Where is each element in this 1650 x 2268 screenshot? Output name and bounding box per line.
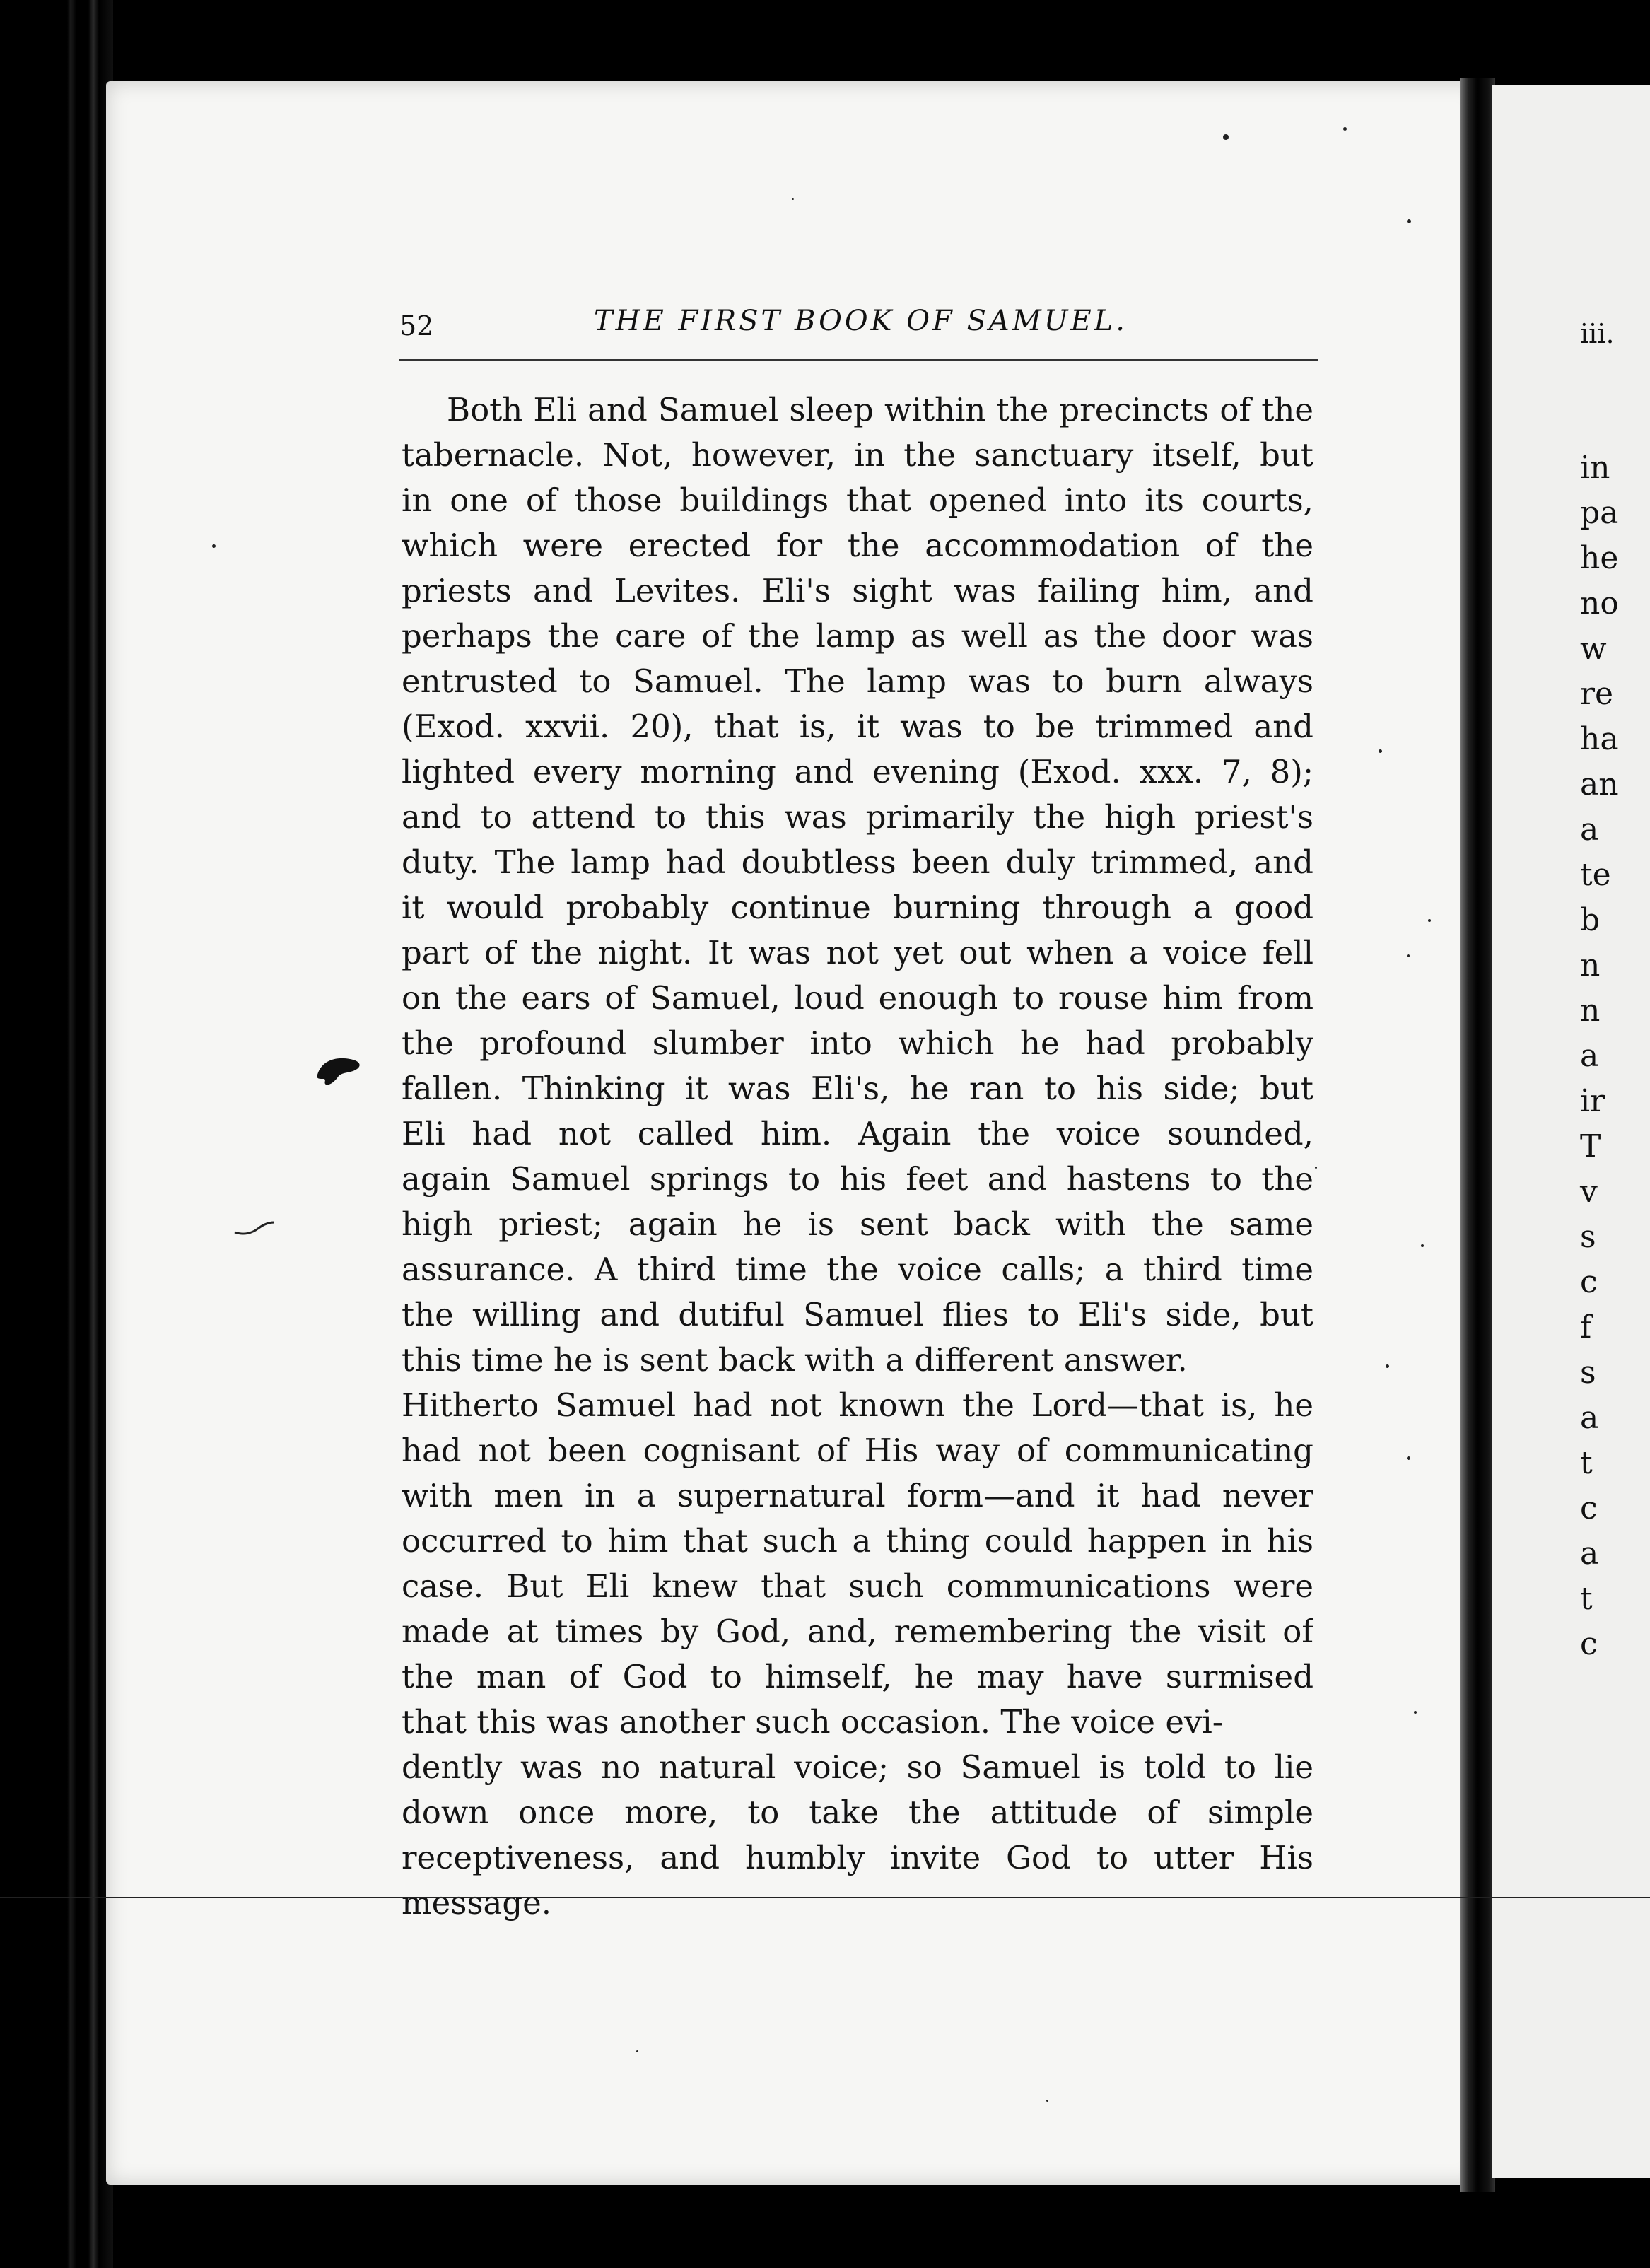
margin-squiggle-mark [233,1220,276,1237]
text-line: case. But Eli knew that such communications were [402,1567,1313,1605]
text-line: the man of God to himself, he may have surmised [402,1658,1313,1695]
speck [1386,1364,1389,1368]
facing-page-line-fragment: v [1580,1174,1598,1210]
facing-page-line-fragment: he [1580,540,1619,576]
speck [1315,1167,1317,1169]
text-line: again Samuel springs to his feet and hastens to the [402,1160,1313,1198]
text-line: Both Eli and Samuel sleep within the precincts of the [447,391,1313,428]
text-line: the profound slumber into which he had probably [402,1024,1313,1062]
facing-page-line-fragment: a [1580,812,1599,848]
facing-page-line-fragment: in [1580,450,1610,486]
facing-page-line-fragment: b [1580,902,1601,938]
facing-page-line-fragment: te [1580,857,1611,893]
text-line: perhaps the care of the lamp as well as the door was [402,617,1313,655]
text-line: duty. The lamp had doubtless been duly trimmed, and [402,843,1313,881]
facing-page-line-fragment: pa [1580,495,1619,531]
facing-page-line-fragment: T [1580,1128,1601,1164]
body-text [402,387,1313,1926]
facing-page-header: iii. [1580,318,1615,349]
facing-page-line-fragment: ir [1580,1083,1605,1119]
speck [1407,954,1410,957]
book-binding-edge [1460,78,1495,2192]
text-line: receptiveness, and humbly invite God to utter His [402,1839,1313,1876]
speck [792,198,794,200]
facing-page-line-fragment: f [1580,1309,1592,1345]
speck [1379,749,1382,753]
facing-page-line-fragment: ha [1580,721,1619,757]
header-rule [399,359,1318,361]
text-line: which were erected for the accommodation of the [402,527,1313,564]
text-line: this time he is sent back with a different answer. [402,1341,1188,1379]
facing-page-line-fragment: a [1580,1038,1599,1074]
facing-page-line-fragment: a [1580,1400,1599,1436]
text-line: the willing and dutiful Samuel flies to Eli's side, but [402,1296,1313,1333]
speck [1421,1244,1424,1247]
text-line: in one of those buildings that opened into its courts, [402,481,1313,519]
text-line: (Exod. xxvii. 20), that is, it was to be trimmed and [402,708,1313,745]
facing-page-line-fragment: s [1580,1219,1596,1255]
left-gutter [0,0,113,2268]
text-line: lighted every morning and evening (Exod. xxx. 7, 8); [402,753,1313,790]
text-line: occurred to him that such a thing could happen in his [402,1522,1313,1560]
text-line: on the ears of Samuel, loud enough to rouse him from [402,979,1313,1017]
text-line: message. [402,1884,552,1922]
text-line: priests and Levites. Eli's sight was failing him, and [402,572,1313,609]
text-line: tabernacle. Not, however, in the sanctuary itself, but [402,436,1313,474]
speck [212,544,216,548]
book-title: THE FIRST BOOK OF SAMUEL. [594,305,1128,337]
text-line: dently was no natural voice; so Samuel is told to lie [402,1748,1313,1786]
speck [1046,2100,1048,2102]
facing-page-line-fragment: t [1580,1445,1593,1481]
speck [1343,127,1347,131]
facing-page-line-fragment: no [1580,585,1619,621]
text-line: part of the night. It was not yet out when a voice fell [402,934,1313,971]
speck [1407,219,1411,223]
text-line: fallen. Thinking it was Eli's, he ran to his side; but [402,1070,1313,1107]
text-line: Eli had not called him. Again the voice sounded, [402,1115,1313,1152]
facing-page-line-fragment: n [1580,947,1601,983]
text-line: assurance. A third time the voice calls; a third time [402,1251,1313,1288]
text-line: down once more, to take the attitude of simple [402,1794,1313,1831]
speck [1414,1711,1417,1714]
text-line: entrusted to Samuel. The lamp was to burn always [402,662,1313,700]
facing-page-line-fragment: c [1580,1626,1598,1662]
facing-page-line-fragment: re [1580,676,1614,712]
text-line: it would probably continue burning through a good [402,889,1313,926]
text-line: had not been cognisant of His way of communicating [402,1432,1313,1469]
text-line: and to attend to this was primarily the high priest's [402,798,1313,836]
facing-page-line-fragment: c [1580,1490,1598,1526]
speck [636,2050,638,2052]
facing-page-line-fragment: s [1580,1355,1596,1391]
facing-page-line-fragment: t [1580,1581,1593,1617]
facing-page-line-fragment: w [1580,631,1607,667]
facing-page-text [1580,445,1619,1667]
ink-blot-mark [315,1053,364,1087]
text-line: that this was another such occasion. The voice evi- [402,1703,1223,1741]
text-line: Hitherto Samuel had not known the Lord—that is, he [402,1386,1313,1424]
scan-artifact-line [0,1897,1650,1898]
facing-page [1492,85,1650,2178]
text-line: with men in a supernatural form—and it had never [402,1477,1313,1514]
text-line: made at times by God, and, remembering the visit of [402,1613,1313,1650]
speck [1223,134,1229,140]
speck [1407,1456,1410,1460]
facing-page-line-fragment: a [1580,1536,1599,1572]
facing-page-line-fragment: n [1580,993,1601,1029]
speck [1428,919,1431,922]
facing-page-line-fragment: an [1580,766,1619,802]
text-line: high priest; again he is sent back with the same [402,1205,1313,1243]
facing-page-line-fragment: c [1580,1264,1598,1300]
running-head [399,300,1389,350]
page-number: 52 [399,310,434,341]
